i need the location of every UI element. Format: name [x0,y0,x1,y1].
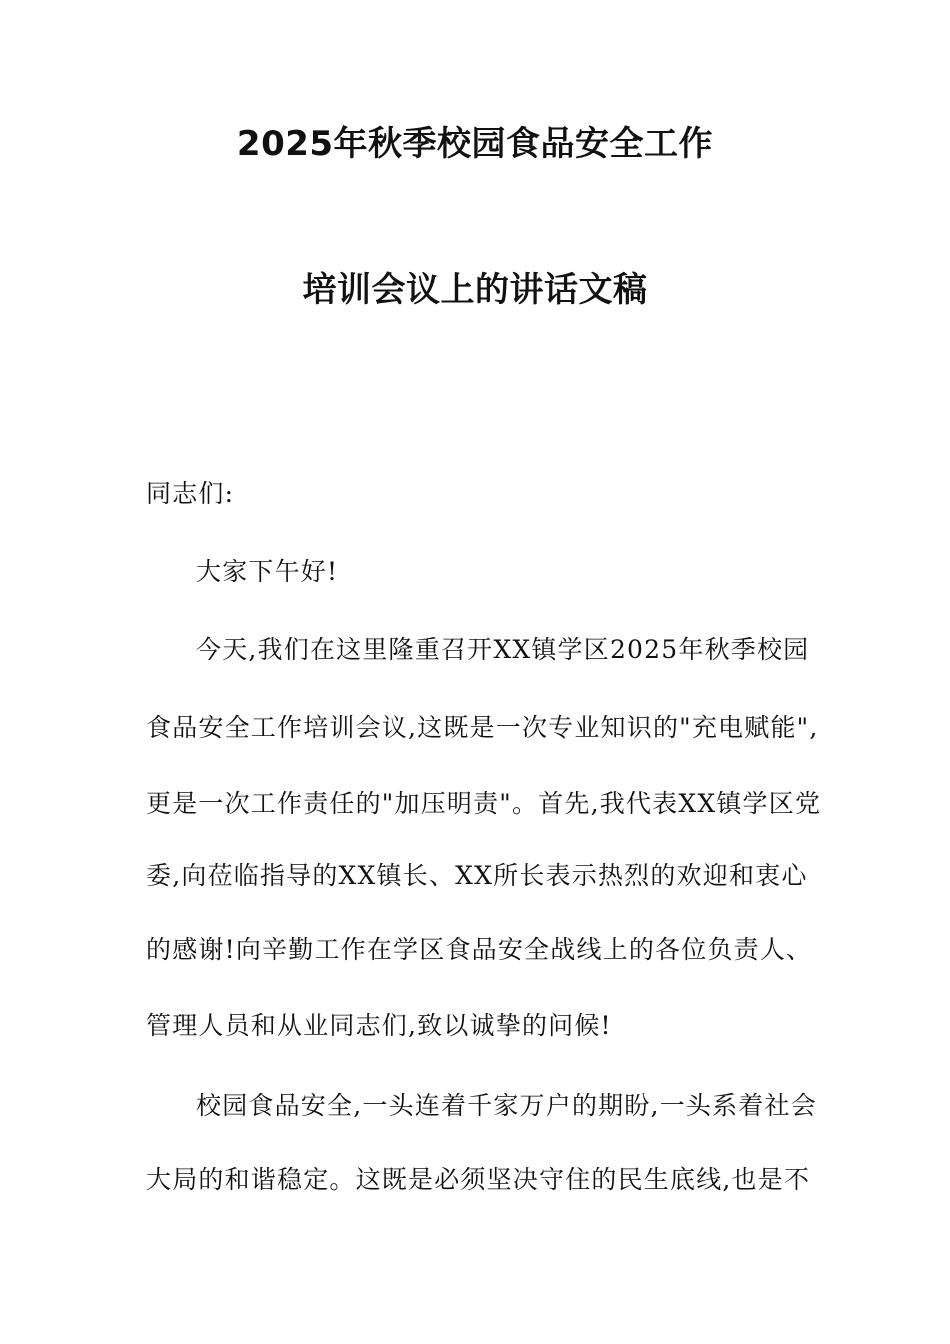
paragraph-1-line-3: 更是一次工作责任的"加压明责"。首先,我代表XX镇学区党 [146,789,822,818]
paragraph-1-line-2: 食品安全工作培训会议,这既是一次专业知识的"充电赋能", [146,713,819,742]
paragraph-1-line-1: 今天,我们在这里隆重召开XX镇学区2025年秋季校园 [196,635,810,664]
paragraph-2-line-2: 大局的和谐稳定。这既是必须坚决守住的民生底线,也是不 [146,1165,811,1194]
paragraph-1-line-5: 的感谢!向辛勤工作在学区食品安全战线上的各位负责人、 [146,935,813,964]
document-title-line-2: 培训会议上的讲话文稿 [302,270,648,310]
document-title-line-1: 2025年秋季校园食品安全工作 [236,124,714,164]
paragraph-2-line-1: 校园食品安全,一头连着千家万户的期盼,一头系着社会 [196,1091,817,1120]
greeting: 大家下午好! [196,557,339,586]
salutation: 同志们: [146,479,235,508]
paragraph-1-line-4: 委,向莅临指导的XX镇长、XX所长表示热烈的欢迎和衷心 [146,861,808,890]
paragraph-1-line-6: 管理人员和从业同志们,致以诚挚的问候! [146,1011,612,1040]
